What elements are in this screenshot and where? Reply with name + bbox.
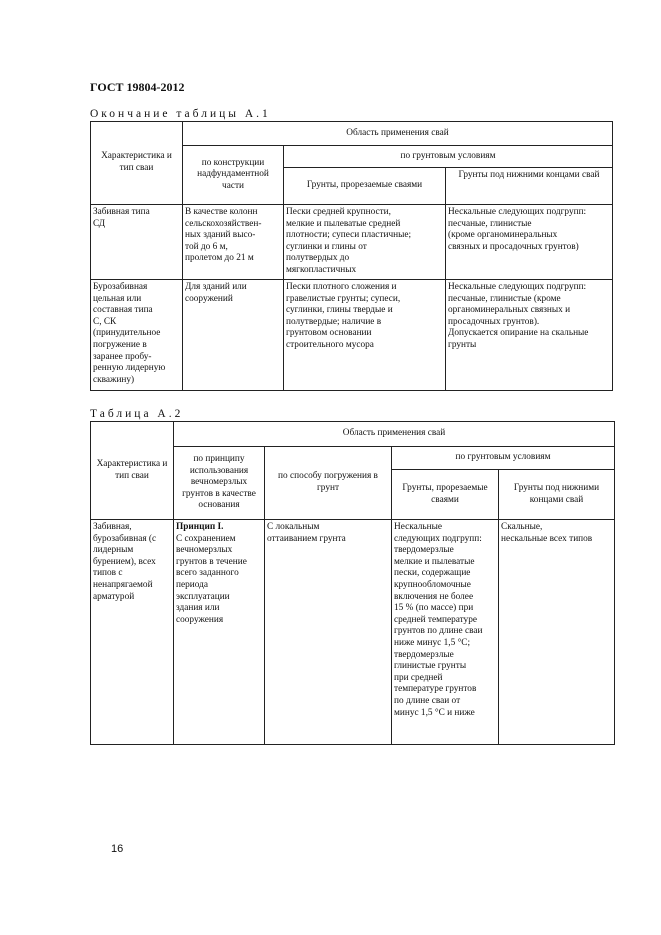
text-line: строительного мусора [286, 339, 374, 350]
text-line: связных и просадочных грунтов) [448, 241, 579, 252]
text-line: мелкие и пылеватые [394, 556, 475, 567]
text-line: здания или [176, 603, 220, 614]
standard-designation: ГОСТ 19804-2012 [90, 80, 185, 94]
text-line: ных зданий высо- [185, 230, 256, 241]
text-line: составная типа [93, 305, 153, 316]
text-line: сельскохозяйствен- [185, 218, 262, 229]
text-line: С локальным [267, 522, 320, 532]
text-line: включения не более [394, 591, 474, 602]
cell-soils-under-ends [499, 520, 615, 745]
text-line: при средней [394, 672, 443, 683]
cell-pile-type [91, 520, 174, 745]
text-line: сооружения [176, 614, 224, 625]
header-soils-pierced: Грунты, прорезаемые сваями [284, 168, 446, 205]
text-line: Забивная типа [93, 207, 150, 217]
text-line: цельная или [93, 293, 142, 304]
text-line: бурозабивная (с [93, 533, 157, 544]
text-line: оттаиванием грунта [267, 533, 346, 544]
cell-soils-pierced [284, 205, 446, 280]
text-line: полутвердые; наличие в [286, 316, 382, 327]
text-line: просадочных грунтов). [448, 316, 540, 327]
text-line: гравелистые грунты; супеси, [286, 293, 401, 304]
text-line: песчаные, глинистые [448, 218, 532, 229]
text-line: минус 1,5 °С и ниже [394, 707, 475, 718]
text-line: Для зданий или [185, 282, 247, 292]
text-line: периода [176, 579, 208, 590]
text-line: суглинки и глины от [286, 241, 367, 252]
header-scope: Область применения свай [183, 122, 613, 146]
cell-pile-type [91, 205, 183, 280]
text-line: эксплуатации [176, 591, 230, 602]
text-line: скважину) [93, 374, 135, 385]
text-line: Пески средней крупности, [286, 207, 391, 217]
text-line: пролетом до 21 м [185, 253, 254, 264]
text-line: типов с [93, 568, 123, 579]
table-a2 [90, 421, 615, 745]
header-characteristic: Характеристика и тип сваи [91, 422, 174, 520]
text-line: по длине сваи от [394, 695, 461, 706]
text-line: ненапрягаемой [93, 579, 153, 590]
table1-caption: Окончание таблицы А.1 [90, 108, 271, 120]
cell-method [265, 520, 392, 745]
text-line: Нескальные следующих подгрупп: [448, 207, 587, 217]
cell-soils-pierced [392, 520, 499, 745]
text-line: бурением), всех [93, 556, 156, 567]
text-line: температуре грунтов [394, 684, 477, 695]
text-line: заранее пробу- [93, 351, 152, 362]
text-line: грунтов по длине сваи [394, 626, 483, 637]
text-line: мелкие и пылеватые средней [286, 218, 401, 229]
cell-soils-under-ends [446, 280, 613, 391]
text-line: твердомерзлые [394, 649, 454, 660]
text-line: С, СК [93, 316, 117, 327]
text-line: нескальные всех типов [501, 533, 593, 544]
text-line: 15 % (по массе) при [394, 603, 474, 614]
text-line: (кроме органоминеральных [448, 230, 558, 241]
text-line: Нескальные [394, 522, 443, 532]
cell-soils-under-ends [446, 205, 613, 280]
text-line: Пески плотного сложения и [286, 282, 397, 292]
text-line: ниже минус 1,5 °С; [394, 637, 471, 648]
text-line: Нескальные следующих подгрупп: [448, 282, 587, 292]
text-line: Допускается опирание на скальные [448, 328, 589, 339]
text-line: арматурой [93, 591, 135, 602]
text-line: лидерным [93, 545, 134, 556]
cell-pile-type [91, 280, 183, 391]
text-line: пески, содержащие [394, 568, 471, 579]
text-line: органоминеральных связных и [448, 305, 571, 316]
text-line: вечномерзлых [176, 545, 233, 556]
header-scope: Область применения свай [174, 422, 615, 447]
header-by-structure: по конструкции надфундаментной части [183, 146, 284, 205]
text-line: Забивная, [93, 522, 132, 532]
cell-structure [183, 280, 284, 391]
text-line: мягкопластичных [286, 264, 357, 275]
text-line: глинистые грунты [394, 661, 467, 672]
text-line: средней температуре [394, 614, 477, 625]
text-line: Скальные, [501, 522, 543, 532]
text-line: В качестве колонн [185, 207, 258, 217]
text-line: С сохранением [176, 533, 236, 544]
page-number: 16 [111, 843, 124, 855]
text-line: сооружений [185, 293, 233, 304]
text-line: суглинки, глины твердые и [286, 305, 393, 316]
header-soils-under-ends: Грунты под нижними концами свай [499, 470, 615, 520]
cell-soils-pierced [284, 280, 446, 391]
header-by-method: по способу погружения в грунт [265, 447, 392, 520]
text-line: грунты [448, 339, 477, 350]
header-by-soil: по грунтовым условиям [284, 146, 613, 168]
text-line: плотности; супеси пластичные; [286, 230, 412, 241]
text-line: песчаные, глинистые (кроме [448, 293, 561, 304]
text-line: крупнообломочные [394, 579, 471, 590]
header-by-principle: по принципу использования вечномерзлых грунтов в качестве основания [174, 447, 265, 520]
table2-caption: Таблица А.2 [90, 408, 184, 420]
cell-principle [174, 520, 265, 745]
text-line: той до 6 м, [185, 241, 228, 252]
text-line: СД [93, 218, 106, 229]
text-line: Бурозабивная [93, 282, 148, 292]
table-a1 [90, 121, 613, 391]
text-line: (принудительное [93, 328, 161, 339]
text-line: грунтов в течение [176, 556, 247, 567]
header-by-soil: по грунтовым условиям [392, 447, 615, 470]
principle-title: Принцип I. [176, 522, 224, 532]
text-line: грунтовом основании [286, 328, 372, 339]
text-line: ренную лидерную [93, 363, 166, 374]
cell-structure [183, 205, 284, 280]
text-line: погружение в [93, 339, 147, 350]
text-line: твердомерзлые [394, 545, 454, 556]
text-line: полутвердых до [286, 253, 350, 264]
header-characteristic: Характеристика и тип сваи [91, 122, 183, 205]
text-line: всего заданного [176, 568, 239, 579]
header-soils-under-ends: Грунты под нижними концами свай [446, 168, 613, 205]
text-line: следующих подгрупп: [394, 533, 482, 544]
header-soils-pierced: Грунты, прорезаемые сваями [392, 470, 499, 520]
